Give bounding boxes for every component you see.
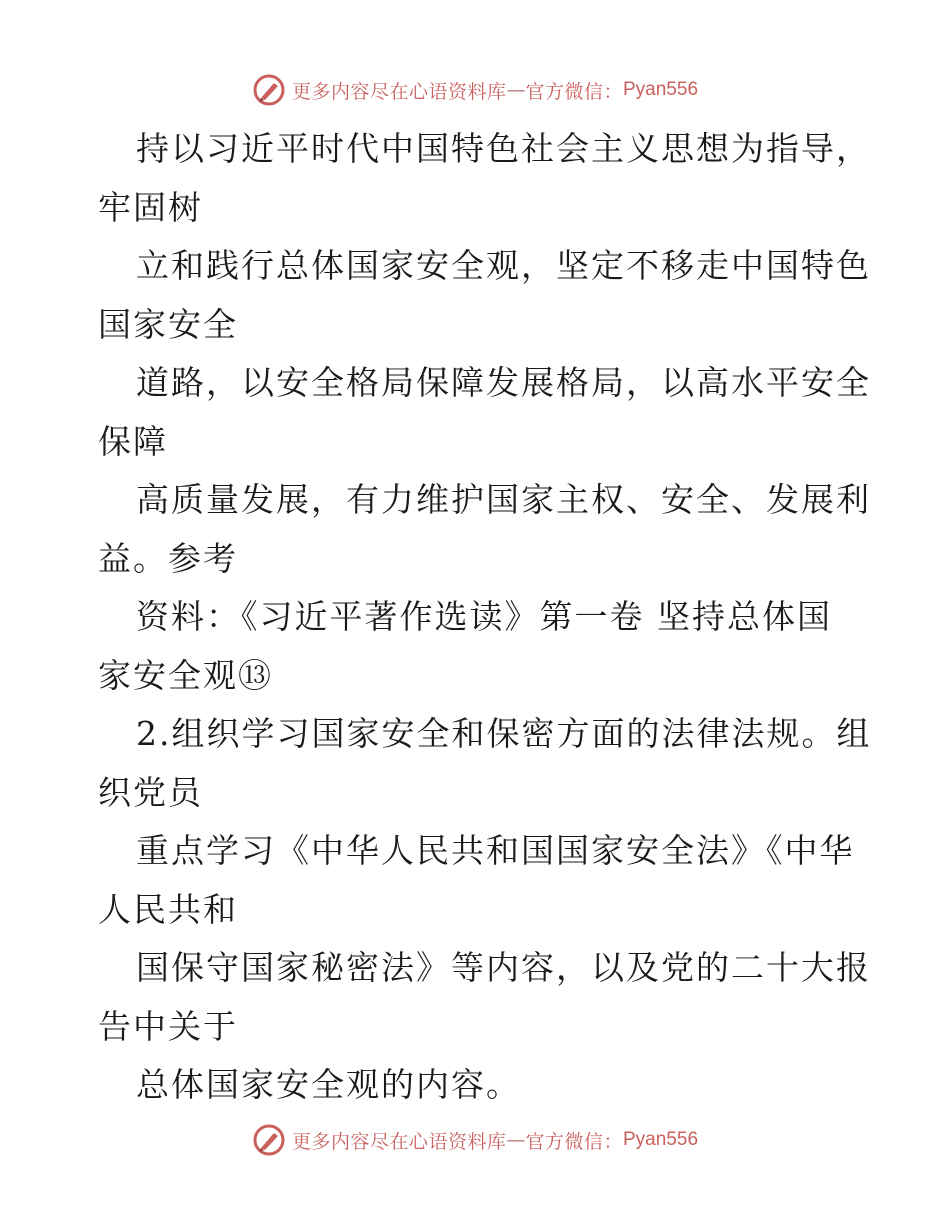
header-watermark (0, 70, 950, 110)
body-line: 2.组织学习国家安全和保密方面的法律法规。组 (136, 714, 872, 753)
footer-watermark (0, 1120, 950, 1160)
watermark-text: 更多内容尽在心语资料库 (291, 1130, 507, 1153)
body-line: 国保守国家秘密法》等内容，以及党的二十大报 (136, 948, 871, 987)
watermark-suffix: 官方微信： (525, 80, 623, 103)
body-line: 保障 (98, 421, 168, 461)
body-line: 牢固树 (98, 187, 203, 227)
pen-logo-icon (252, 1123, 286, 1157)
body-line: 资料：《习近平著作选读》第一卷 坚持总体国 (136, 597, 832, 636)
body-line: 立和践行总体国家安全观，坚定不移走中国特色 (136, 246, 871, 285)
watermark-separator: — (506, 1129, 526, 1151)
body-line: 告中关于 (98, 1006, 238, 1046)
body-line: 高质量发展，有力维护国家主权、安全、发展利 (136, 480, 871, 519)
pen-logo-icon (252, 73, 286, 107)
watermark-suffix: 官方微信： (525, 1130, 623, 1153)
body-line: 家安全观⑬ (98, 655, 273, 695)
body-line: 重点学习《中华人民共和国国家安全法》《中华 (136, 831, 855, 870)
body-line: 人民共和 (98, 889, 238, 929)
document-body (98, 120, 872, 1115)
watermark-id: Pyan556 (623, 79, 699, 100)
body-line: 织党员 (98, 772, 203, 812)
watermark-separator: — (506, 79, 526, 101)
watermark-id: Pyan556 (623, 1129, 699, 1150)
body-line: 国家安全 (98, 304, 238, 344)
body-line: 持以习近平时代中国特色社会主义思想为指导， (136, 129, 871, 168)
body-line: 益。参考 (98, 538, 238, 578)
body-line: 总体国家安全观的内容。 (136, 1065, 521, 1104)
body-line: 道路，以安全格局保障发展格局，以高水平安全 (136, 363, 871, 402)
watermark-text: 更多内容尽在心语资料库 (291, 80, 507, 103)
